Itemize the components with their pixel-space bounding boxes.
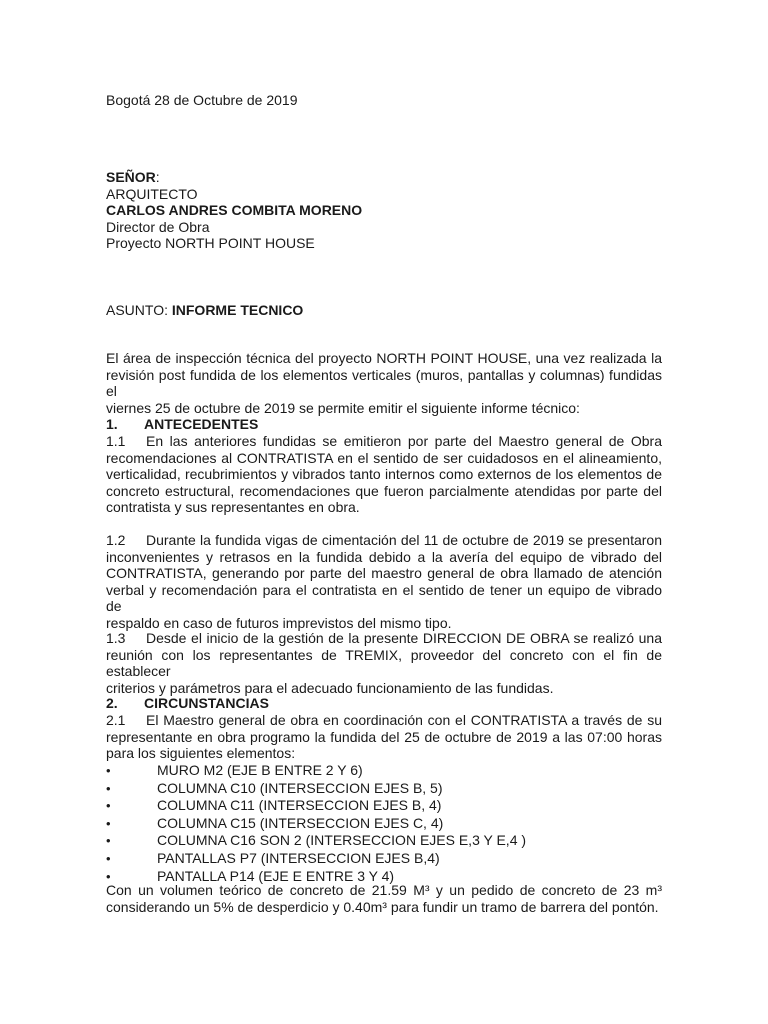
section-heading-antecedentes: 1. ANTECEDENTES — [106, 416, 259, 432]
bullet-icon: • — [106, 815, 111, 831]
paragraph-1-2: 1.2 Durante la fundida vigas de cimentación del 11 de octubre de 2019 se presentaron inconvenientes y retrasos en la fundida debido a la avería del equipo de vibrado del CONTRATISTA, generando por parte del maestro general de obra llamado de atención verbal y recomendación para el contratista en el sentido de tener un equipo de vibrado de respaldo en caso de futuros imprevistos del mismo tipo. — [106, 532, 662, 631]
list-item: • COLUMNA C16 SON 2 (INTERSECCION EJES E,3 Y E,4 ) — [106, 832, 527, 849]
list-item: • PANTALLA P14 (EJE E ENTRE 3 Y 4) — [106, 867, 395, 884]
date-line: Bogotá 28 de Octubre de 2019 — [106, 92, 298, 108]
elements-list — [106, 762, 662, 885]
recipient-project: Proyecto NORTH POINT HOUSE — [106, 235, 315, 252]
subject-value: INFORME TECNICO — [171, 302, 304, 318]
paragraph-1-1: 1.1 En las anteriores fundidas se emitieron por parte del Maestro general de Obra recomendaciones al CONTRATISTA en el sentido de ser cuidadosos en el alineamiento, verticalidad, recubrimientos y vibrados tanto internos como externos de los elementos de concreto estructural, recomendaciones que fueron parcialmente atendidas por parte del contratista y sus representantes en obra. — [106, 433, 662, 516]
salutation: SEÑOR: — [106, 169, 160, 185]
paragraph-2-1: 2.1 El Maestro general de obra en coordinación con el CONTRATISTA a través de su representante en obra programo la fundida del 25 de octubre de 2019 a las 07:00 horas para los siguientes elementos: — [106, 712, 662, 762]
recipient-name: CARLOS ANDRES COMBITA MORENO — [106, 202, 363, 219]
bullet-icon: • — [106, 780, 111, 796]
list-item: • COLUMNA C15 (INTERSECCION EJES C, 4) — [106, 814, 444, 831]
bullet-icon: • — [106, 763, 111, 778]
list-item: • MURO M2 (EJE B ENTRE 2 Y 6) — [106, 762, 363, 778]
letter-page — [106, 0, 662, 1024]
intro-paragraph: El área de inspección técnica del proyecto NORTH POINT HOUSE, una vez realizada la revisión post fundida de los elementos verticales (muros, pantallas y columnas) fundidas el viernes 25 de octubre de 2019 se permite emitir el siguiente informe técnico: — [106, 350, 662, 416]
list-item: • COLUMNA C10 (INTERSECCION EJES B, 5) — [106, 779, 443, 796]
list-item: • COLUMNA C11 (INTERSECCION EJES B, 4) — [106, 797, 442, 814]
paragraph-1-3: 1.3 Desde el inicio de la gestión de la presente DIRECCION DE OBRA se realizó una reunión con los representantes de TREMIX, proveedor del concreto con el fin de establecer criterios y parámetros para el adecuado funcionamiento de las fundidas. — [106, 630, 662, 696]
closing-paragraph: Con un volumen teórico de concreto de 21.59 M³ y un pedido de concreto de 23 m³ considerando un 5% de desperdicio y 0.40m³ para fundir un tramo de barrera del pontón. — [106, 882, 662, 915]
bullet-icon: • — [106, 833, 111, 849]
recipient-role: Director de Obra — [106, 218, 210, 235]
section-heading-circunstancias: 2. CIRCUNSTANCIAS — [106, 695, 269, 711]
bullet-icon: • — [106, 798, 111, 814]
bullet-icon: • — [106, 850, 111, 866]
subject-line — [106, 302, 662, 319]
recipient-title: ARQUITECTO — [106, 185, 198, 202]
recipient-block — [106, 169, 662, 252]
bullet-icon: • — [106, 868, 111, 884]
list-item: • PANTALLAS P7 (INTERSECCION EJES B,4) — [106, 849, 440, 866]
subject-label: ASUNTO: — [106, 302, 172, 318]
